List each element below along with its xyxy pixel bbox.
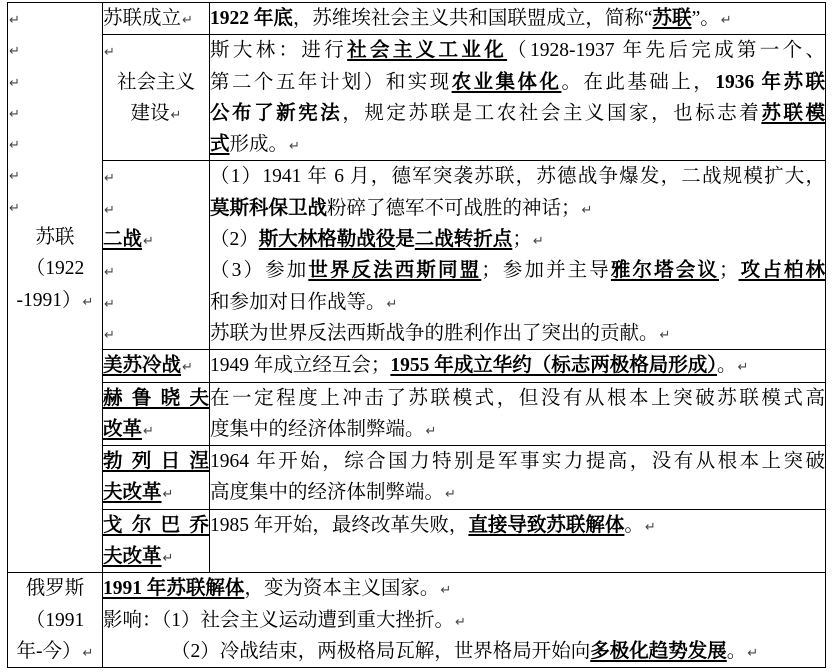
paragraph-mark-icon: ↵ (440, 583, 452, 599)
key-term: 苏联 (652, 8, 692, 29)
paragraph-mark-icon: ↵ (445, 487, 456, 503)
bold-text: 是 (395, 229, 415, 251)
text-run: 苏联 (35, 227, 75, 249)
text-line (210, 414, 825, 445)
bold-text: 公布了新宪法 (210, 102, 343, 124)
bold-text: 1922 年底 (210, 8, 293, 29)
text-line (103, 98, 209, 129)
paragraph-mark-icon: ↵ (170, 107, 182, 123)
paragraph-mark-icon: ↵ (182, 13, 193, 28)
text-line (210, 3, 825, 34)
paragraph-mark-icon: ↵ (644, 519, 656, 535)
key-term: 斯大林格勒战役 (258, 229, 396, 251)
text-run: ； (719, 260, 739, 282)
key-term: 世界反法西斯同盟 (308, 260, 482, 282)
bold-text: 莫斯科保卫战 (210, 197, 328, 219)
text-run: 建设 (130, 102, 170, 124)
table-row (8, 35, 826, 161)
key-term: 二战转折点 (414, 229, 513, 251)
text-line (103, 636, 825, 667)
text-line (8, 253, 102, 284)
paragraph-mark-icon: ↵ (9, 44, 20, 60)
text-run: 影响：（1）社会主义运动遭到重大挫折。 (103, 609, 455, 631)
paragraph-mark-icon: ↵ (9, 106, 20, 122)
text-line (103, 161, 209, 192)
text-line (8, 66, 102, 97)
text-run: ；参加并主导 (481, 260, 611, 282)
key-term: 二战 (103, 229, 143, 251)
text-line (103, 383, 209, 414)
paragraph-mark-icon: ↵ (9, 200, 20, 216)
text-run: 社会主义 (116, 71, 195, 93)
table-row (8, 446, 826, 510)
table-row (8, 3, 826, 35)
text-line (103, 67, 209, 98)
text-line (8, 97, 102, 128)
text-line (103, 510, 209, 541)
key-term: 农业集体化 (451, 71, 562, 93)
paragraph-mark-icon: ↵ (82, 294, 94, 310)
key-term: 1991 年苏联解体 (103, 578, 245, 600)
key-term: 美苏冷战 (103, 355, 182, 377)
paragraph-mark-icon: ↵ (747, 645, 759, 661)
text-line (210, 510, 825, 541)
text-run: （1922 (25, 258, 85, 280)
text-run: （2） (210, 229, 259, 251)
paragraph-mark-icon: ↵ (289, 139, 300, 155)
text-run: 形成。 (229, 134, 289, 156)
topic-cell-socialist-construction[interactable] (103, 35, 210, 161)
content-cell-russia[interactable] (103, 573, 826, 668)
key-term: 夫改革 (103, 482, 162, 504)
key-term: 式 (210, 134, 230, 156)
paragraph-mark-icon: ↵ (143, 234, 154, 250)
paragraph-mark-icon: ↵ (143, 423, 154, 439)
text-line (8, 34, 102, 65)
paragraph-mark-icon: ↵ (9, 169, 20, 185)
text-run: 斯大林：进行 (210, 40, 348, 62)
text-line (103, 193, 209, 224)
text-line (210, 161, 825, 192)
text-run: ； (512, 229, 532, 251)
text-line (210, 224, 825, 255)
period-cell-soviet-union[interactable] (8, 3, 103, 573)
paragraph-mark-icon: ↵ (104, 327, 115, 343)
topic-cell-founding[interactable] (103, 3, 210, 35)
paragraph-mark-icon: ↵ (182, 360, 193, 376)
text-line (8, 3, 102, 34)
text-run: -1991） (16, 289, 82, 311)
text-run: 苏联为世界反法西斯战争的胜利作出了突出的贡献。 (210, 322, 659, 344)
text-line (210, 446, 825, 477)
text-run: 。在此基础上， (561, 71, 716, 93)
key-term: 雅尔塔会议 (610, 260, 719, 282)
paragraph-mark-icon: ↵ (532, 234, 544, 250)
text-line (103, 477, 209, 508)
text-line (103, 446, 209, 477)
text-line (210, 98, 825, 129)
text-line (210, 477, 825, 508)
paragraph-mark-icon: ↵ (162, 551, 174, 567)
content-cell-brezhnev-reform[interactable] (210, 446, 826, 510)
paragraph-mark-icon: ↵ (720, 13, 732, 28)
text-run: ，规定苏联是工农社会主义国家，也标志着 (342, 102, 762, 124)
text-run: 粉碎了德军不可战胜的神话； (327, 197, 581, 219)
paragraph-mark-icon: ↵ (9, 75, 20, 91)
text-run: 。 (624, 514, 644, 536)
content-cell-founding[interactable] (210, 3, 826, 35)
text-run: 1985 年开始，最终改革失败， (210, 514, 469, 536)
key-term: 直接导致苏联解体 (468, 514, 625, 536)
key-term: 1955 年成立华约（标志两极格局形成） (390, 355, 718, 377)
text-line (8, 159, 102, 190)
paragraph-mark-icon: ↵ (737, 360, 749, 376)
text-run: ，变为资本主义国家。 (244, 578, 440, 600)
text-line (210, 255, 825, 286)
paragraph-mark-icon: ↵ (455, 614, 466, 630)
key-term: 苏联模 (761, 102, 825, 124)
text-run: （3）参加 (210, 260, 309, 282)
key-term: 夫改革 (103, 546, 162, 568)
text-run: 俄罗斯 (25, 578, 85, 600)
paragraph-mark-icon: ↵ (9, 138, 20, 154)
text-line (8, 605, 102, 636)
paragraph-mark-icon: ↵ (104, 45, 115, 61)
topic-cell-cold-war[interactable] (103, 350, 210, 382)
paragraph-mark-icon: ↵ (104, 296, 115, 312)
text-line (210, 193, 825, 224)
table-row (8, 161, 826, 350)
text-line (8, 128, 102, 159)
text-run: 年-今） (16, 640, 82, 662)
text-run: 1964 年开始，综合国力特别是军事实力提高，没有从根本上突破 (210, 451, 825, 473)
content-cell-wwii[interactable] (210, 161, 826, 350)
text-run: 和参加对日作战等。 (210, 291, 386, 313)
table-row (8, 350, 826, 382)
text-line (210, 35, 825, 66)
text-line (8, 222, 102, 253)
content-cell-gorbachev-reform[interactable] (210, 509, 826, 573)
text-run: （1）1941 年 6 月，德军突袭苏联，苏德战争爆发，二战规模扩大， (210, 166, 825, 188)
content-cell-socialist-construction[interactable] (210, 35, 826, 161)
text-line (8, 191, 102, 222)
topic-cell-gorbachev-reform[interactable] (103, 509, 210, 573)
paragraph-mark-icon: ↵ (9, 13, 20, 28)
topic-cell-wwii[interactable] (103, 161, 210, 350)
text-run: （1991 (25, 609, 85, 631)
text-run: 1949 年成立经互会； (210, 355, 391, 377)
text-line (8, 573, 102, 604)
text-line (103, 3, 209, 34)
paragraph-mark-icon: ↵ (581, 202, 593, 218)
topic-cell-khrushchev-reform[interactable] (103, 382, 210, 446)
paragraph-mark-icon: ↵ (82, 645, 94, 661)
key-term: 攻占柏林 (738, 260, 825, 282)
paragraph-mark-icon: ↵ (104, 171, 115, 187)
text-line (210, 318, 825, 349)
text-line (103, 414, 209, 445)
key-term: 勃列日涅 (103, 451, 209, 473)
text-run: ，苏维埃社会主义共和国联盟成立，简称“ (292, 8, 653, 29)
paragraph-mark-icon: ↵ (659, 327, 671, 343)
text-line (103, 350, 209, 381)
text-run: 苏联成立 (103, 8, 182, 29)
text-line (210, 383, 825, 414)
period-cell-russia[interactable] (8, 573, 103, 668)
text-run: 度集中的经济体制弊端。 (210, 418, 425, 440)
text-line (103, 573, 825, 604)
text-line (103, 605, 825, 636)
key-term: 社会主义工业化 (347, 40, 508, 62)
key-term: 改革 (103, 418, 143, 440)
paragraph-mark-icon: ↵ (425, 423, 437, 439)
text-line (103, 224, 209, 255)
text-line (8, 636, 102, 667)
topic-cell-brezhnev-reform[interactable] (103, 446, 210, 510)
table-row (8, 509, 826, 573)
key-term: 戈尔巴乔 (103, 514, 209, 536)
text-run: 。 (717, 355, 737, 377)
text-line (210, 129, 825, 160)
text-line (103, 287, 209, 318)
text-line (103, 541, 209, 572)
text-line (103, 255, 209, 286)
text-line (210, 350, 825, 381)
text-run: 。 (726, 640, 747, 662)
text-line (210, 67, 825, 98)
text-run: （2）冷战结束，两极格局瓦解，世界格局开始向 (171, 640, 591, 662)
key-term: 赫鲁晓夫 (103, 387, 209, 409)
content-cell-khrushchev-reform[interactable] (210, 382, 826, 446)
text-line (103, 35, 209, 66)
text-line (8, 285, 102, 316)
bold-text: 1936 年苏联 (715, 71, 825, 93)
table-row (8, 382, 826, 446)
text-run: （1928-1937 年先后完成第一个、 (507, 40, 825, 62)
history-table (7, 2, 826, 668)
table-row (8, 573, 826, 668)
paragraph-mark-icon: ↵ (386, 296, 398, 312)
text-line (210, 287, 825, 318)
key-term: 多极化趋势发展 (590, 640, 727, 662)
text-run: 在一定程度上冲击了苏联模式，但没有从根本上突破苏联模式高 (210, 387, 825, 409)
text-run: ”。 (691, 8, 720, 29)
paragraph-mark-icon: ↵ (162, 487, 174, 503)
content-cell-cold-war[interactable] (210, 350, 826, 382)
paragraph-mark-icon: ↵ (104, 202, 115, 218)
text-run: 高度集中的经济体制弊端。 (210, 482, 445, 504)
paragraph-mark-icon: ↵ (104, 265, 115, 281)
text-line (103, 318, 209, 349)
text-run: 第二个五年计划）和实现 (210, 71, 452, 93)
